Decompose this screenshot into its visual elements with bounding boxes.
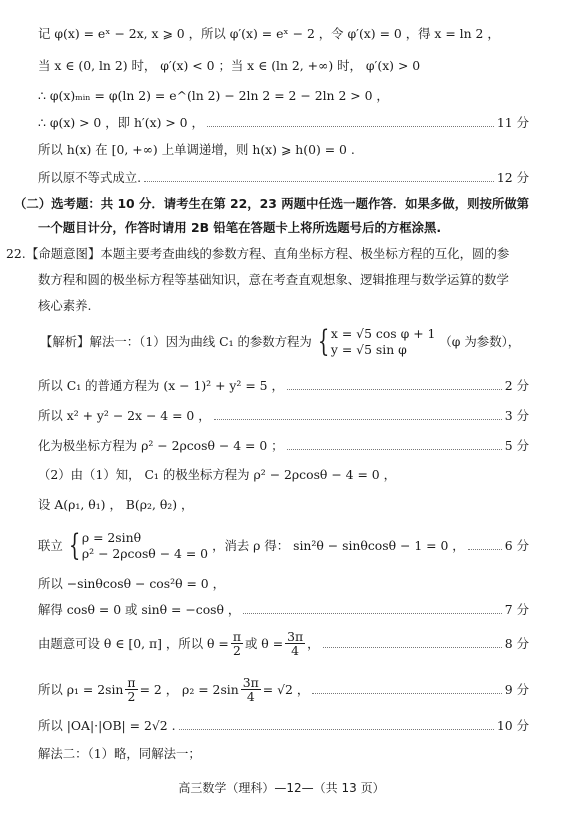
score: 9 分 [504, 681, 529, 697]
equation-system: x = √5 cos φ + 1 y = √5 sin φ [330, 326, 436, 357]
score: 3 分 [504, 408, 529, 423]
solution-line: 所以原不等式成立. 12 分 [38, 170, 529, 185]
page-footer: 高三数学（理科）—12—（共 13 页） [178, 781, 385, 795]
solution-line: 所以 x² + y² − 2x − 4 = 0 ， 3 分 [38, 408, 529, 423]
solution-line: 解法二：（1）略，同解法一； [38, 746, 201, 761]
solution-line: 化为极坐标方程为 ρ² − 2ρcosθ − 4 = 0 ； 5 分 [38, 438, 529, 453]
score: 11 分 [496, 115, 529, 130]
score: 6 分 [504, 538, 529, 553]
solution-line: 所以 |OA|·|OB| = 2√2 . 10 分 [38, 718, 529, 733]
question-number: 22. [6, 246, 26, 261]
intent-paragraph: 【命题意图】本题主要考查曲线的参数方程、直角坐标方程、极坐标方程的互化，圆的参 [26, 246, 510, 261]
solution-line: 当 x ∈ (0, ln 2) 时， φ′(x) < 0 ；当 x ∈ (ln 2, +∞) 时， φ′(x) > 0 [38, 58, 421, 73]
solution-line: 所以 C₁ 的普通方程为 (x − 1)² + y² = 5 ， 2 分 [38, 378, 529, 393]
solution-line: 设 A(ρ₁, θ₁) ， B(ρ₂, θ₂) ， [38, 497, 194, 512]
solution-line: 记 φ(x) = eˣ − 2x, x ⩾ 0 ，所以 φ′(x) = eˣ − 2 ，令 φ′(x) = 0 ，得 x = ln 2 ， [38, 26, 500, 41]
score: 10 分 [496, 718, 529, 733]
solution-line: 所以 −sinθcosθ − cos²θ = 0 ， [38, 576, 225, 591]
solution-line: 所以 ρ₁ = 2sin $\frac{\pi}{2}$ = 2 ， ρ₂ = 2sin $\frac{3\pi}{4}$ = √2 ， 9 分 [38, 675, 529, 704]
brace-symbol: { [317, 324, 330, 359]
score: 8 分 [504, 635, 529, 651]
section-heading: 一个题目计分，作答时请用 2B 铅笔在答题卡上将所选题号后的方框涂黑. [38, 220, 442, 235]
solution-line: 由题意可设 θ ∈ [0, π] ，所以 θ = $\frac{\pi}{2}$ 或 θ = $\frac{3\pi}{4}$ ， 8 分 [38, 629, 529, 658]
solution-line: 所以 h(x) 在 [0, +∞) 上单调递增，则 h(x) ⩾ h(0) = 0 . [38, 142, 355, 157]
score: 2 分 [504, 378, 529, 393]
solution-line: （2）由（1）知， C₁ 的极坐标方程为 ρ² − 2ρcosθ − 4 = 0 ， [38, 467, 397, 482]
equation-system: ρ = 2sinθ ρ² − 2ρcosθ − 4 = 0 [81, 530, 209, 561]
fraction: $\frac{3\pi}{4}$ [287, 629, 304, 658]
fraction: $\frac{\pi}{2}$ [232, 629, 241, 658]
score: 5 分 [504, 438, 529, 453]
brace-symbol: { [68, 528, 81, 563]
intent-paragraph: 核心素养. [38, 298, 92, 313]
solution-line: 解得 cosθ = 0 或 sinθ = −cosθ ， 7 分 [38, 602, 529, 617]
solution-line: ∴ φ(x)ₘᵢₙ = φ(ln 2) = e^(ln 2) − 2ln 2 = 2 − 2ln 2 > 0 ， [38, 88, 389, 103]
solution-line: ∴ φ(x) > 0 ，即 h′(x) > 0 ， 11 分 [38, 115, 529, 130]
score: 12 分 [496, 170, 529, 185]
fraction: $\frac{\pi}{2}$ [127, 675, 136, 704]
score: 7 分 [504, 602, 529, 617]
intent-paragraph: 数方程和圆的极坐标方程等基础知识，意在考查直观想象、逻辑推理与数学运算的数学 [38, 272, 509, 287]
analysis-line: 【解析】解法一：（1）因为曲线 C₁ 的参数方程为 { x = √5 cos φ + 1 y = √5 sin φ （φ 为参数）， [40, 324, 521, 359]
fraction: $\frac{3\pi}{4}$ [242, 675, 259, 704]
solution-line: 联立 { ρ = 2sinθ ρ² − 2ρcosθ − 4 = 0 ，消去 ρ 得： sin²θ − sinθcosθ − 1 = 0 ， 6 分 [38, 528, 529, 563]
section-heading: （二）选考题：共 10 分．请考生在第 22，23 两题中任选一题作答．如果多做，则按所做第 [14, 196, 530, 211]
